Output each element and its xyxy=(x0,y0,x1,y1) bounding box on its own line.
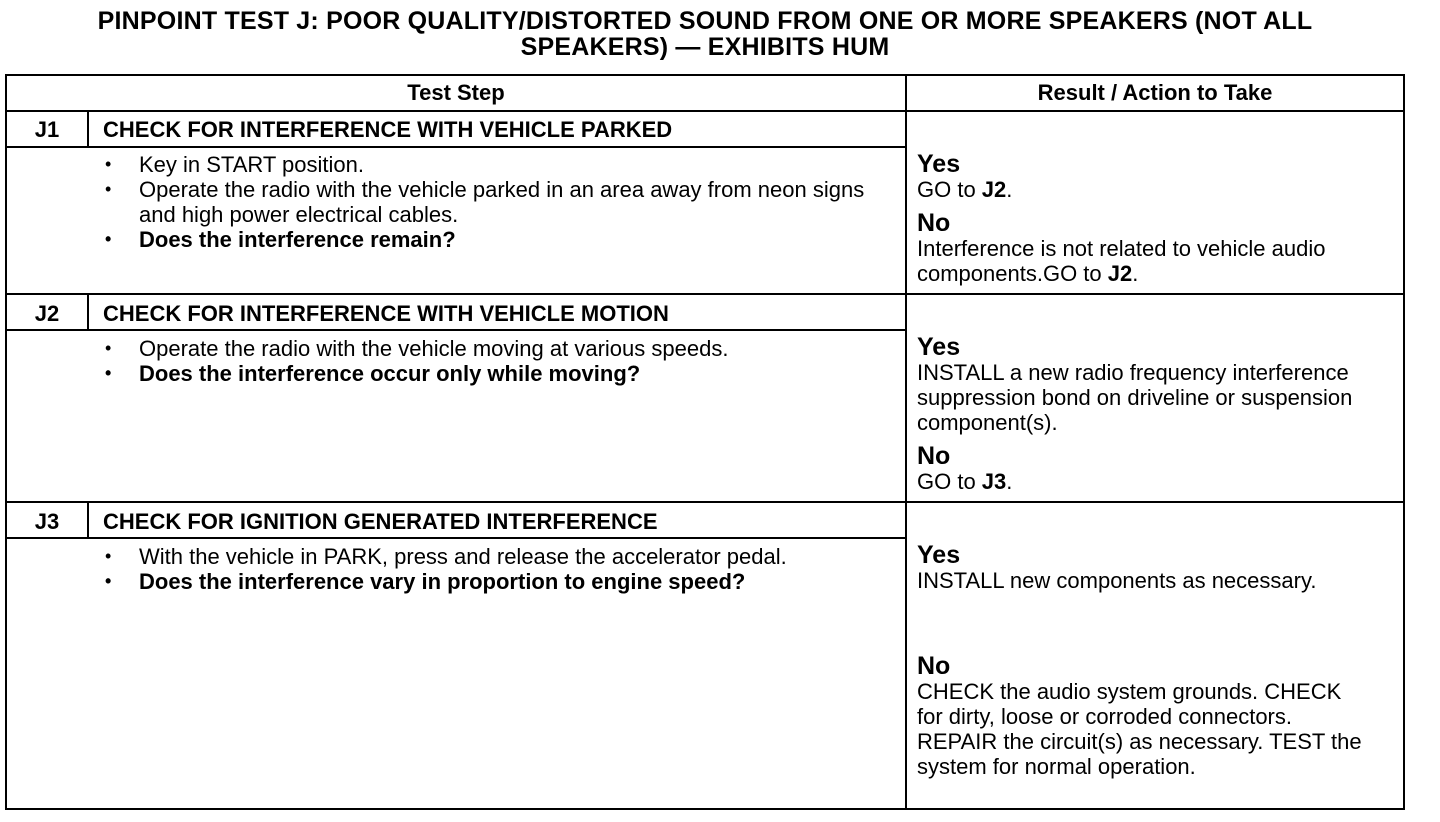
list-item: • Operate the radio with the vehicle moving at various speeds. xyxy=(99,336,889,361)
yes-tail-j1: . xyxy=(1006,177,1013,202)
yes-action-j1 xyxy=(917,177,1397,202)
step-id-j1: J1 xyxy=(34,117,60,142)
step-bullets-j3 xyxy=(99,544,889,594)
result-j3-no xyxy=(917,653,1367,779)
title-line-2: SPEAKERS) — EXHIBITS HUM xyxy=(520,33,890,61)
step-question-j1: • Does the interference remain? xyxy=(99,227,889,252)
list-item: • Key in START position. xyxy=(99,152,889,177)
step-title-divider-j1 xyxy=(7,146,905,148)
no-action-j1 xyxy=(917,236,1397,286)
list-item: • With the vehicle in PARK, press and release the accelerator pedal. xyxy=(99,544,889,569)
page-title xyxy=(0,8,1410,60)
header-test-step: Test Step xyxy=(407,80,505,105)
row-divider-j1 xyxy=(7,293,1403,295)
step-bullets-j1 xyxy=(99,152,889,252)
step-title-j1: CHECK FOR INTERFERENCE WITH VEHICLE PARKED xyxy=(103,117,673,142)
step-id-j2: J2 xyxy=(34,301,60,326)
result-j3-yes xyxy=(917,542,1397,593)
yes-action-j3: INSTALL new components as necessary. xyxy=(917,568,1317,593)
column-divider xyxy=(905,76,907,808)
no-label-j2: No xyxy=(917,442,951,470)
no-ref-j2: J3 xyxy=(981,469,1007,494)
no-label-j3: No xyxy=(917,652,951,680)
no-text-j1: Interference is not related to vehicle audio components.GO to xyxy=(917,236,1326,286)
yes-label-j2: Yes xyxy=(917,333,961,361)
result-j2 xyxy=(917,334,1397,494)
id-divider-j2 xyxy=(87,295,89,329)
header-divider xyxy=(7,110,1403,112)
yes-ref-j1: J2 xyxy=(981,177,1007,202)
no-tail-j1: . xyxy=(1132,261,1139,286)
step-title-divider-j2 xyxy=(7,329,905,331)
step-question-j3: • Does the interference vary in proportion to engine speed? xyxy=(99,569,889,594)
step-bullets-j2 xyxy=(99,336,889,386)
header-result-action: Result / Action to Take xyxy=(1037,80,1273,105)
id-divider-j3 xyxy=(87,503,89,537)
no-label-j1: No xyxy=(917,209,951,237)
yes-text-j1: GO to xyxy=(917,177,982,202)
no-tail-j2: . xyxy=(1006,469,1013,494)
no-ref-j1: J2 xyxy=(1107,261,1133,286)
step-title-j3: CHECK FOR IGNITION GENERATED INTERFERENCE xyxy=(103,509,658,534)
no-text-j2: GO to xyxy=(917,469,982,494)
yes-label-j1: Yes xyxy=(917,150,961,178)
title-line-1: PINPOINT TEST J: POOR QUALITY/DISTORTED SOUND FROM ONE OR MORE SPEAKERS (NOT ALL xyxy=(97,7,1313,35)
step-id-j3: J3 xyxy=(34,509,60,534)
yes-action-j2: INSTALL a new radio frequency interference suppression bond on driveline or suspension component(s). xyxy=(917,360,1353,435)
no-action-j2 xyxy=(917,469,1397,494)
pinpoint-test-table xyxy=(5,74,1405,810)
list-item: • Operate the radio with the vehicle parked in an area away from neon signs and high power electrical cables. xyxy=(99,177,889,227)
yes-label-j3: Yes xyxy=(917,541,961,569)
step-title-divider-j3 xyxy=(7,537,905,539)
step-question-j2: • Does the interference occur only while moving? xyxy=(99,361,889,386)
no-action-j3: CHECK the audio system grounds. CHECK for dirty, loose or corroded connectors. REPAIR the circuit(s) as necessary. TEST the system for normal operation. xyxy=(917,679,1362,779)
step-title-j2: CHECK FOR INTERFERENCE WITH VEHICLE MOTION xyxy=(103,301,669,326)
id-divider-j1 xyxy=(87,112,89,146)
result-j1 xyxy=(917,151,1397,286)
row-divider-j2 xyxy=(7,501,1403,503)
